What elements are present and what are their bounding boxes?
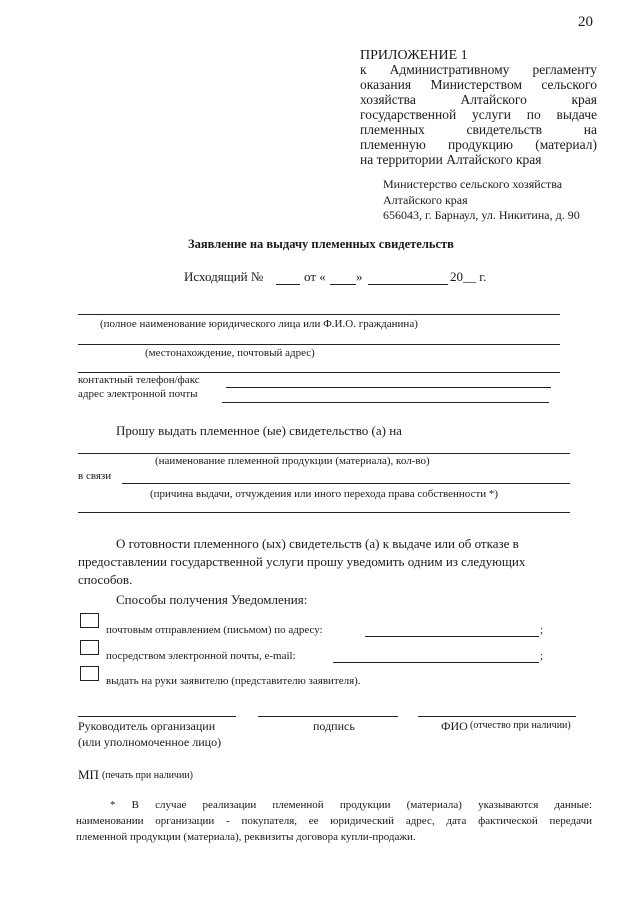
email-semicolon: ; <box>540 650 544 662</box>
head-signature-line[interactable] <box>78 716 236 717</box>
appendix-line-1: к Административному регламенту <box>360 62 597 77</box>
applicant-name-field[interactable] <box>78 314 560 315</box>
checkbox-hand[interactable] <box>80 666 99 681</box>
sign-fio-note: (отчество при наличии) <box>470 720 571 731</box>
appendix-title: ПРИЛОЖЕНИЕ 1 <box>360 48 468 63</box>
fio-line[interactable] <box>418 716 576 717</box>
addressee-line-1: Министерство сельского хозяйства <box>383 177 563 191</box>
appendix-line-6: племенную продукцию (материал) <box>360 137 597 152</box>
appendix-line-5: племенных свидетельств на <box>360 122 597 137</box>
reason-field-2[interactable] <box>78 512 570 513</box>
outgoing-from-label: от « <box>304 269 326 284</box>
outgoing-day-field[interactable] <box>330 284 356 285</box>
phone-field[interactable] <box>226 387 551 388</box>
signature-line[interactable] <box>258 716 398 717</box>
sign-fio-label: ФИО <box>441 719 468 733</box>
email-label: адрес электронной почты <box>78 388 198 400</box>
caption-reason: (причина выдачи, отчуждения или иного перехода права собственности *) <box>150 488 499 500</box>
notify-email-field[interactable] <box>333 662 539 663</box>
outgoing-label: Исходящий № <box>184 269 264 284</box>
notify-line-1: О готовности племенного (ых) свидетельств (а) к выдаче или об отказе в <box>116 536 519 551</box>
footnote-line-1: * В случае реализации племенной продукции (материала) указываются данные: <box>110 799 592 811</box>
outgoing-month-field[interactable] <box>368 284 448 285</box>
caption-name: (полное наименование юридического лица или Ф.И.О. гражданина) <box>100 318 418 330</box>
sign-head-label: Руководитель организации <box>78 719 216 733</box>
stamp-note: (печать при наличии) <box>102 770 193 781</box>
stamp-label: МП <box>78 767 99 782</box>
email-field[interactable] <box>222 402 549 403</box>
sign-head-label-2: (или уполномоченное лицо) <box>78 735 222 749</box>
product-field[interactable] <box>78 453 570 454</box>
page-number: 20 <box>578 14 593 30</box>
reason-label: в связи <box>78 470 112 482</box>
post-semicolon: ; <box>540 624 544 636</box>
method-post-label: почтовым отправлением (письмом) по адресу: <box>106 624 323 636</box>
notify-line-3: способов. <box>78 572 133 587</box>
outgoing-number-field[interactable] <box>276 284 300 285</box>
appendix-line-3: хозяйства Алтайского края <box>360 92 597 107</box>
notify-line-2: предоставлении государственной услуги прошу уведомить одним из следующих <box>78 554 526 569</box>
footnote-line-2: наименовании организации - покупателя, ее юридический адрес, дата фактической передачи <box>76 815 592 827</box>
post-address-field[interactable] <box>365 636 539 637</box>
appendix-line-2: оказания Министерством сельского <box>360 77 597 92</box>
addressee-line-2: Алтайского края <box>383 193 468 207</box>
appendix-line-7: на территории Алтайского края <box>360 152 542 167</box>
method-hand-label: выдать на руки заявителю (представителю заявителя). <box>106 675 361 687</box>
sign-signature-label: подпись <box>313 719 355 733</box>
caption-product: (наименование племенной продукции (материала), кол-во) <box>155 455 430 467</box>
caption-address: (местонахождение, почтовый адрес) <box>145 347 315 359</box>
footnote-line-3: племенной продукции (материала), реквизиты договора купли-продажи. <box>76 831 416 843</box>
outgoing-close-quote: » <box>356 269 363 284</box>
address-field[interactable] <box>78 344 560 345</box>
addressee-line-3: 656043, г. Барнаул, ул. Никитина, д. 90 <box>383 208 580 222</box>
request-text: Прошу выдать племенное (ые) свидетельство (а) на <box>116 423 402 438</box>
checkbox-post[interactable] <box>80 613 99 628</box>
methods-title: Способы получения Уведомления: <box>116 592 308 607</box>
appendix-line-4: государственной услуги по выдаче <box>360 107 597 122</box>
phone-label: контактный телефон/факс <box>78 374 200 386</box>
checkbox-email[interactable] <box>80 640 99 655</box>
address-field-2[interactable] <box>78 372 560 373</box>
outgoing-year: 20__ г. <box>450 269 487 284</box>
reason-field[interactable] <box>122 483 570 484</box>
method-email-label: посредством электронной почты, e-mail: <box>106 650 296 662</box>
form-title: Заявление на выдачу племенных свидетельств <box>188 237 454 251</box>
